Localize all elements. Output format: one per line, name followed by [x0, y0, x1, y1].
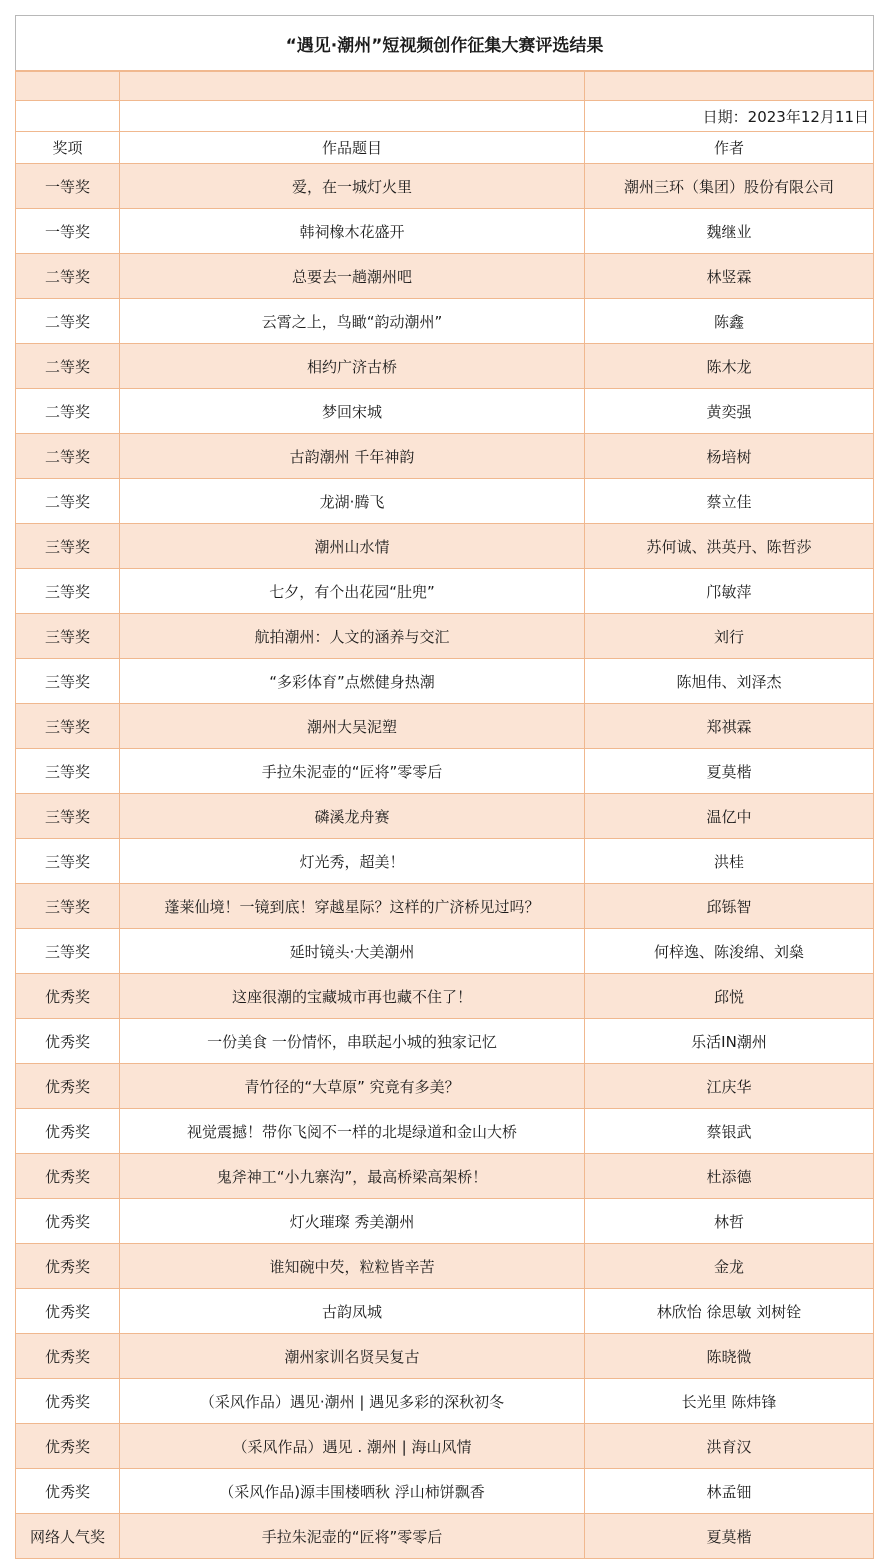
work-title-cell: 古韵凤城 — [120, 1289, 585, 1334]
table-row — [16, 1199, 874, 1244]
award-cell: 二等奖 — [16, 434, 120, 479]
table-row — [16, 1109, 874, 1154]
award-cell: 三等奖 — [16, 659, 120, 704]
table-row — [16, 1469, 874, 1514]
table-row — [16, 794, 874, 839]
author-cell: 杜添德 — [585, 1154, 874, 1199]
header-author: 作者 — [585, 132, 874, 164]
blank-cell — [16, 101, 120, 132]
table-row — [16, 1424, 874, 1469]
author-cell: 夏莫楷 — [585, 1514, 874, 1559]
table-row — [16, 1064, 874, 1109]
author-cell: 潮州三环（集团）股份有限公司 — [585, 164, 874, 209]
award-cell: 优秀奖 — [16, 1154, 120, 1199]
author-cell: 陈旭伟、刘泽杰 — [585, 659, 874, 704]
blank-row — [16, 71, 874, 101]
work-title-cell: 磷溪龙舟赛 — [120, 794, 585, 839]
date-row — [16, 101, 874, 132]
table-row — [16, 1154, 874, 1199]
award-cell: 三等奖 — [16, 929, 120, 974]
table-row — [16, 479, 874, 524]
table-row — [16, 884, 874, 929]
header-work: 作品题目 — [120, 132, 585, 164]
table-row — [16, 209, 874, 254]
work-title-cell: 韩祠橡木花盛开 — [120, 209, 585, 254]
work-title-cell: 龙湖·腾飞 — [120, 479, 585, 524]
table-row — [16, 614, 874, 659]
page-title: “遇见·潮州”短视频创作征集大赛评选结果 — [16, 16, 874, 72]
author-cell: 陈晓微 — [585, 1334, 874, 1379]
award-cell: 二等奖 — [16, 254, 120, 299]
header-row — [16, 132, 874, 164]
author-cell: 江庆华 — [585, 1064, 874, 1109]
work-title-cell: 航拍潮州：人文的涵养与交汇 — [120, 614, 585, 659]
work-title-cell: 云霄之上，鸟瞰“韵动潮州” — [120, 299, 585, 344]
table-row — [16, 929, 874, 974]
award-cell: 优秀奖 — [16, 1379, 120, 1424]
table-row — [16, 164, 874, 209]
work-title-cell: 延时镜头·大美潮州 — [120, 929, 585, 974]
work-title-cell: 梦回宋城 — [120, 389, 585, 434]
table-row — [16, 749, 874, 794]
award-cell: 三等奖 — [16, 749, 120, 794]
work-title-cell: 鬼斧神工“小九寨沟”，最高桥梁高架桥！ — [120, 1154, 585, 1199]
blank-cell — [585, 71, 874, 101]
work-title-cell: 手拉朱泥壶的“匠将”零零后 — [120, 749, 585, 794]
award-cell: 优秀奖 — [16, 1019, 120, 1064]
award-cell: 三等奖 — [16, 614, 120, 659]
table-row — [16, 1514, 874, 1559]
author-cell: 温亿中 — [585, 794, 874, 839]
work-title-cell: 相约广济古桥 — [120, 344, 585, 389]
work-title-cell: 蓬莱仙境！一镜到底！穿越星际？这样的广济桥见过吗？ — [120, 884, 585, 929]
author-cell: 林孟钿 — [585, 1469, 874, 1514]
work-title-cell: 潮州山水情 — [120, 524, 585, 569]
author-cell: 魏继业 — [585, 209, 874, 254]
work-title-cell: 古韵潮州 千年神韵 — [120, 434, 585, 479]
award-cell: 二等奖 — [16, 479, 120, 524]
table-row — [16, 434, 874, 479]
author-cell: 苏何诚、洪英丹、陈哲莎 — [585, 524, 874, 569]
work-title-cell: “多彩体育”点燃健身热潮 — [120, 659, 585, 704]
award-cell: 二等奖 — [16, 344, 120, 389]
author-cell: 蔡银武 — [585, 1109, 874, 1154]
work-title-cell: 爱，在一城灯火里 — [120, 164, 585, 209]
author-cell: 长光里 陈炜锋 — [585, 1379, 874, 1424]
author-cell: 邱铄智 — [585, 884, 874, 929]
work-title-cell: （采风作品）遇见·潮州 | 遇见多彩的深秋初冬 — [120, 1379, 585, 1424]
award-cell: 三等奖 — [16, 704, 120, 749]
table-row — [16, 839, 874, 884]
table-row — [16, 974, 874, 1019]
award-cell: 优秀奖 — [16, 1334, 120, 1379]
award-cell: 二等奖 — [16, 299, 120, 344]
header-award: 奖项 — [16, 132, 120, 164]
table-row — [16, 1019, 874, 1064]
author-cell: 乐活IN潮州 — [585, 1019, 874, 1064]
table-row — [16, 254, 874, 299]
results-sheet — [15, 15, 873, 1559]
table-row — [16, 1334, 874, 1379]
author-cell: 林哲 — [585, 1199, 874, 1244]
work-title-cell: 这座很潮的宝藏城市再也藏不住了！ — [120, 974, 585, 1019]
author-cell: 蔡立佳 — [585, 479, 874, 524]
author-cell: 洪育汉 — [585, 1424, 874, 1469]
table-row — [16, 389, 874, 434]
award-cell: 优秀奖 — [16, 1244, 120, 1289]
work-title-cell: （采风作品）遇见 . 潮州 | 海山风情 — [120, 1424, 585, 1469]
table-row — [16, 1379, 874, 1424]
award-cell: 三等奖 — [16, 884, 120, 929]
author-cell: 邝敏萍 — [585, 569, 874, 614]
work-title-cell: 青竹径的“大草原” 究竟有多美？ — [120, 1064, 585, 1109]
award-cell: 三等奖 — [16, 794, 120, 839]
blank-cell — [120, 101, 585, 132]
award-cell: 二等奖 — [16, 389, 120, 434]
author-cell: 郑祺霖 — [585, 704, 874, 749]
work-title-cell: 灯光秀，超美！ — [120, 839, 585, 884]
award-cell: 优秀奖 — [16, 974, 120, 1019]
table-row — [16, 1289, 874, 1334]
table-row — [16, 524, 874, 569]
author-cell: 夏莫楷 — [585, 749, 874, 794]
author-cell: 陈鑫 — [585, 299, 874, 344]
table-row — [16, 704, 874, 749]
award-cell: 优秀奖 — [16, 1064, 120, 1109]
author-cell: 林竖霖 — [585, 254, 874, 299]
award-cell: 三等奖 — [16, 839, 120, 884]
award-cell: 三等奖 — [16, 569, 120, 614]
author-cell: 黄奕强 — [585, 389, 874, 434]
table-row — [16, 299, 874, 344]
blank-cell — [16, 71, 120, 101]
work-title-cell: 七夕，有个出花园“肚兜” — [120, 569, 585, 614]
award-cell: 优秀奖 — [16, 1109, 120, 1154]
work-title-cell: 潮州家训名贤吴复古 — [120, 1334, 585, 1379]
author-cell: 邱悦 — [585, 974, 874, 1019]
author-cell: 刘行 — [585, 614, 874, 659]
award-cell: 优秀奖 — [16, 1199, 120, 1244]
table-row — [16, 569, 874, 614]
work-title-cell: 灯火璀璨 秀美潮州 — [120, 1199, 585, 1244]
award-cell: 三等奖 — [16, 524, 120, 569]
results-table — [15, 15, 874, 1559]
work-title-cell: 总要去一趟潮州吧 — [120, 254, 585, 299]
work-title-cell: 手拉朱泥壶的“匠将”零零后 — [120, 1514, 585, 1559]
table-row — [16, 1244, 874, 1289]
award-cell: 一等奖 — [16, 209, 120, 254]
table-row — [16, 344, 874, 389]
award-cell: 一等奖 — [16, 164, 120, 209]
author-cell: 洪桂 — [585, 839, 874, 884]
work-title-cell: 视觉震撼！带你飞阅不一样的北堤绿道和金山大桥 — [120, 1109, 585, 1154]
author-cell: 陈木龙 — [585, 344, 874, 389]
author-cell: 金龙 — [585, 1244, 874, 1289]
award-cell: 网络人气奖 — [16, 1514, 120, 1559]
work-title-cell: 潮州大吴泥塑 — [120, 704, 585, 749]
award-cell: 优秀奖 — [16, 1424, 120, 1469]
date-label: 日期：2023年12月11日 — [585, 101, 874, 132]
award-cell: 优秀奖 — [16, 1469, 120, 1514]
author-cell: 何梓逸、陈浚绵、刘燊 — [585, 929, 874, 974]
work-title-cell: （采风作品)源丰围楼晒秋 浮山柿饼飘香 — [120, 1469, 585, 1514]
author-cell: 林欣怡 徐思敏 刘树铨 — [585, 1289, 874, 1334]
blank-cell — [120, 71, 585, 101]
work-title-cell: 一份美食 一份情怀，串联起小城的独家记忆 — [120, 1019, 585, 1064]
award-cell: 优秀奖 — [16, 1289, 120, 1334]
author-cell: 杨培树 — [585, 434, 874, 479]
work-title-cell: 谁知碗中芡，粒粒皆辛苦 — [120, 1244, 585, 1289]
title-row — [16, 16, 874, 72]
table-row — [16, 659, 874, 704]
